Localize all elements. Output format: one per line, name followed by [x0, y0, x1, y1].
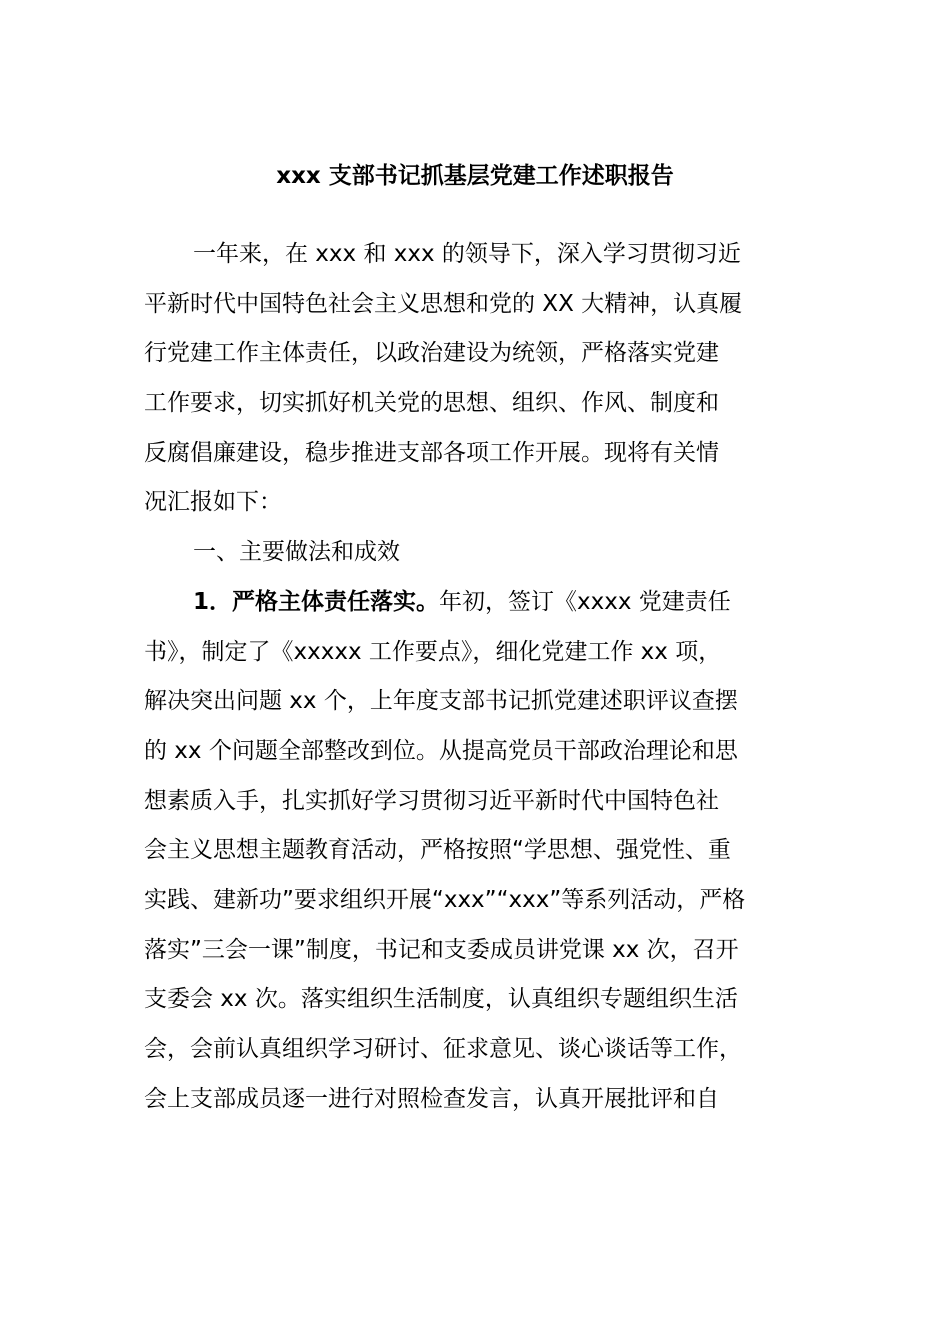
paragraph-line: 行党建工作主体责任，以政治建设为统领，严格落实党建: [144, 340, 719, 367]
paragraph-line: 会，会前认真组织学习研讨、征求意见、谈心谈话等工作，: [144, 1036, 742, 1062]
document-body: [144, 230, 812, 1124]
paragraph-line: 反腐倡廉建设，稳步推进支部各项工作开展。现将有关情: [144, 439, 719, 466]
paragraph-line: 想素质入手，扎实抓好学习贯彻习近平新时代中国特色社: [144, 787, 719, 814]
paragraph-line: 解决突出问题 xx 个，上年度支部书记抓党建述职评议查摆: [144, 688, 738, 715]
document-title: xxx 支部书记抓基层党建工作述职报告: [276, 163, 674, 189]
paragraph-line: 实践、建新功”要求组织开展“xxx”“xxx”等系列活动，严格: [144, 886, 746, 913]
paragraph-line: 会上支部成员逐一进行对照检查发言，认真开展批评和自: [144, 1085, 719, 1112]
item-first-line: [144, 578, 812, 628]
paragraph-line: 书》，制定了《xxxxx 工作要点》，细化党建工作 xx 项，: [144, 638, 722, 665]
paragraph-line: 落实”三会一课”制度，书记和支委成员讲党课 xx 次，召开: [144, 936, 739, 963]
item-heading: 1．严格主体责任落实。: [193, 588, 440, 615]
paragraph-line: 平新时代中国特色社会主义思想和党的 XX 大精神，认真履: [144, 290, 743, 317]
paragraph-line: 会主义思想主题教育活动，严格按照“学思想、强党性、重: [144, 837, 731, 864]
paragraph-line: 一年来，在 xxx 和 xxx 的领导下，深入学习贯彻习近: [193, 241, 741, 267]
paragraph-line: 的 xx 个问题全部整改到位。从提高党员干部政治理论和思: [144, 737, 738, 764]
item-first-line-text: 年初，签订《xxxx 党建责任: [439, 588, 731, 615]
paragraph-line: 支委会 xx 次。落实组织生活制度，认真组织专题组织生活: [144, 986, 738, 1013]
section-heading: 一、主要做法和成效: [193, 539, 400, 566]
paragraph-line: 工作要求，切实抓好机关党的思想、组织、作风、制度和: [144, 390, 719, 417]
paragraph-line: 况汇报如下：: [144, 489, 282, 516]
